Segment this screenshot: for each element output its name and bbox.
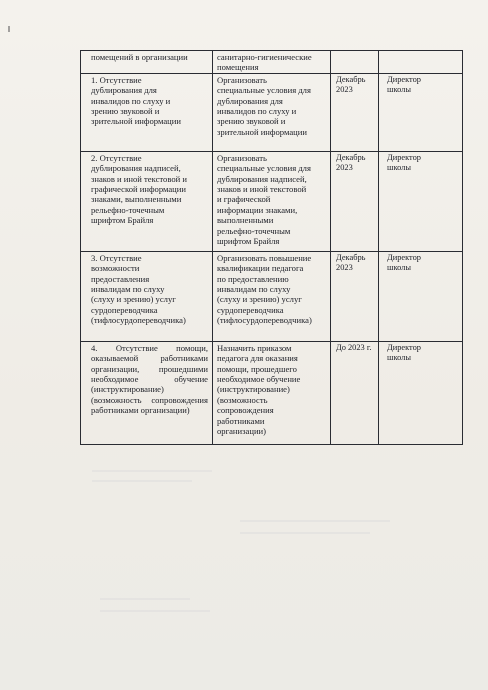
table-row xyxy=(81,73,463,151)
bleed-through xyxy=(100,610,210,612)
action-cell xyxy=(213,341,331,444)
issue-text: 2. Отсутствие дублирования надписей, знаков и иной текстовой и графической информации знаками, выполненными рельефно-точечным шрифтом Брайля xyxy=(91,152,187,226)
action-cell xyxy=(213,151,331,251)
issue-cell xyxy=(81,151,213,251)
bleed-through xyxy=(100,598,190,600)
bleed-through xyxy=(240,520,390,522)
deadline-text: Декабрь 2023 xyxy=(336,152,366,173)
responsible-cell xyxy=(379,341,463,444)
issue-cell xyxy=(81,51,213,74)
responsible-cell xyxy=(379,251,463,341)
action-cell xyxy=(213,73,331,151)
responsible-cell xyxy=(379,73,463,151)
issue-cell xyxy=(81,73,213,151)
issue-cell xyxy=(81,251,213,341)
deadline-cell xyxy=(331,73,379,151)
deadline-cell xyxy=(331,251,379,341)
action-cell xyxy=(213,51,331,74)
deadline-text: Декабрь 2023 xyxy=(336,74,366,95)
table-row xyxy=(81,51,463,74)
action-text: Организовать специальные условия для дублирования надписей, знаков и иной текстовой и графической информации знаками, выполненными рельефно-точечным шрифтом Брайля xyxy=(217,152,311,247)
table-row xyxy=(81,341,463,444)
action-plan-table xyxy=(80,50,463,445)
issue-cell xyxy=(81,341,213,444)
issue-text: помещений в организации xyxy=(91,52,188,62)
table-row xyxy=(81,251,463,341)
deadline-text: До 2023 г. xyxy=(336,342,372,352)
responsible-cell xyxy=(379,51,463,74)
responsible-text: Директор школы xyxy=(387,74,421,95)
action-text: Организовать специальные условия для дублирования для инвалидов по слуху и зрению звуковой и зрительной информации xyxy=(217,74,311,137)
responsible-cell xyxy=(379,151,463,251)
action-text: Назначить приказом педагога для оказания помощи, прошедшего необходимое обучение (инструктирование) (возможность сопровождения работниками организации) xyxy=(217,342,301,437)
bleed-through xyxy=(92,480,192,482)
bleed-through xyxy=(92,470,212,472)
responsible-text: Директор школы xyxy=(387,252,421,273)
deadline-text: Декабрь 2023 xyxy=(336,252,366,273)
action-text: Организовать повышение квалификации педагога по предоставлению инвалидам по слуху (слуху и зрению) услуг сурдопереводчика (тифлосурдопереводчика) xyxy=(217,252,312,326)
scan-mark xyxy=(8,26,10,32)
responsible-text: Директор школы xyxy=(387,342,421,363)
table-row xyxy=(81,151,463,251)
responsible-text: Директор школы xyxy=(387,152,421,173)
deadline-cell xyxy=(331,151,379,251)
issue-text: 1. Отсутствие дублирования для инвалидов по слуху и зрению звуковой и зрительной информации xyxy=(91,74,181,127)
deadline-cell xyxy=(331,341,379,444)
action-text: санитарно-гигиенические помещения xyxy=(217,52,312,73)
issue-text: 3. Отсутствие возможности предоставления инвалидам по слуху (слуху и зрению) услуг сурдопереводчика (тифлосурдопереводчика) xyxy=(91,252,186,326)
action-cell xyxy=(213,251,331,341)
deadline-cell xyxy=(331,51,379,74)
issue-text: 4. Отсутствие помощи, оказываемой работниками организации, прошедшими необходимое обучение (инструктирование) (возможность сопровождения работниками организации) xyxy=(91,342,208,416)
bleed-through xyxy=(240,532,370,534)
